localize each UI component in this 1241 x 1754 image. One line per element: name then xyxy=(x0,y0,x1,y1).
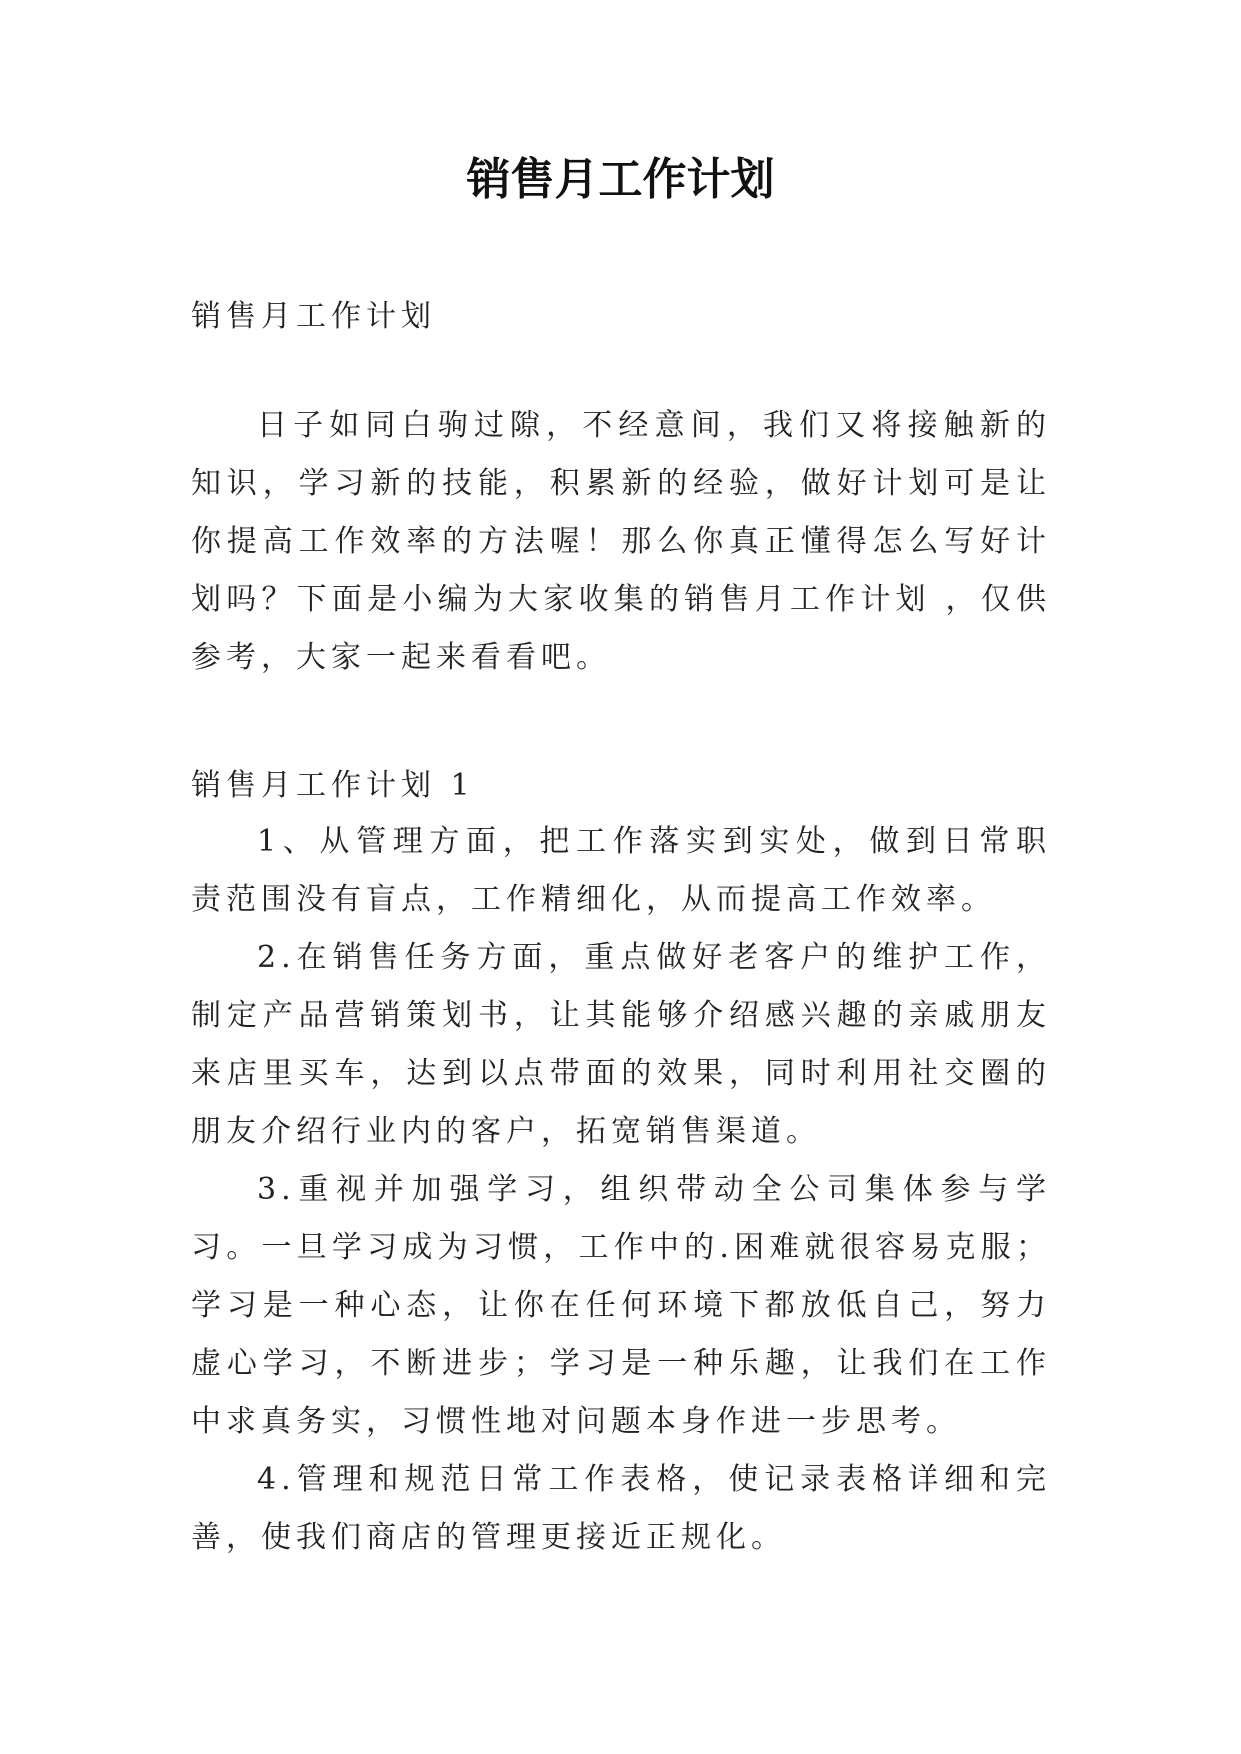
section-heading: 销售月工作计划 1 xyxy=(191,768,475,803)
intro-paragraph: 日子如同白驹过隙，不经意间，我们又将接触新的知识，学习新的技能，积累新的经验，做好计划可是让你提高工作效率的方法喔！那么你真正懂得怎么写好计划吗？下面是小编为大家收集的销售月工作计划 ，仅供参考，大家一起来看看吧。 xyxy=(191,408,1051,675)
plan-item-2: 2.在销售任务方面，重点做好老客户的维护工作，制定产品营销策划书，让其能够介绍感兴趣的亲戚朋友来店里买车，达到以点带面的效果，同时利用社交圈的朋友介绍行业内的客户，拓宽销售渠道。 xyxy=(191,940,1051,1149)
document-title: 销售月工作计划 xyxy=(466,154,775,205)
plan-items xyxy=(191,813,1051,1567)
document-subtitle: 销售月工作计划 xyxy=(191,299,436,334)
plan-item-1: 1、从管理方面，把工作落实到实处，做到日常职责范围没有盲点，工作精细化，从而提高工作效率。 xyxy=(191,824,1051,917)
intro-paragraph-block xyxy=(191,397,1051,687)
plan-item-4: 4.管理和规范日常工作表格，使记录表格详细和完善，使我们商店的管理更接近正规化。 xyxy=(191,1462,1051,1555)
plan-item-3: 3.重视并加强学习，组织带动全公司集体参与学习。一旦学习成为习惯，工作中的.困难就很容易克服；学习是一种心态，让你在任何环境下都放低自己，努力虚心学习，不断进步；学习是一种乐趣，让我们在工作中求真务实，习惯性地对问题本身作进一步思考。 xyxy=(191,1172,1051,1439)
